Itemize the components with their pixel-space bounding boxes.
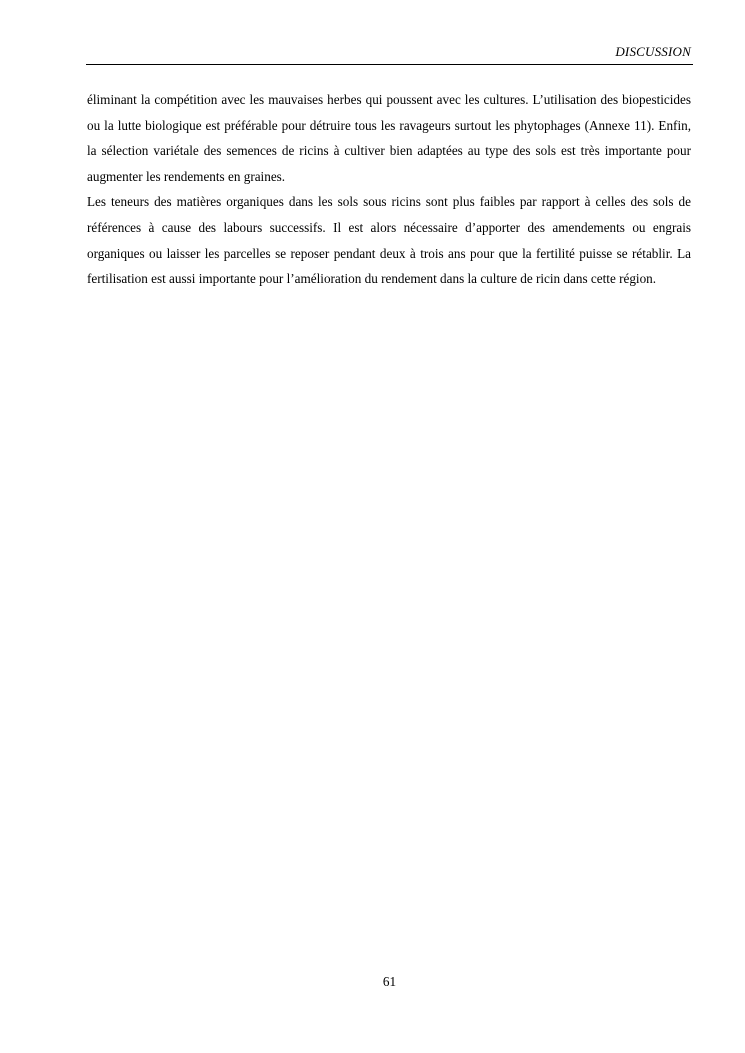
paragraph: éliminant la compétition avec les mauvaises herbes qui poussent avec les cultures. L’utilisation des biopesticides ou la lutte biologique est préférable pour détruire tous les ravageurs surtout les phytophages (Annexe 11). Enfin, la sélection variétale des semences de ricins à cultiver bien adaptées au type des sols est très importante pour augmenter les rendements en graines.	[87, 92, 691, 184]
page-number: 61	[382, 974, 397, 989]
page-header	[86, 42, 693, 65]
body-text	[87, 87, 691, 292]
paragraph: Les teneurs des matières organiques dans les sols sous ricins sont plus faibles par rapport à celles des sols de références à cause des labours successifs. Il est alors nécessaire d’apporter des amendements ou engrais organiques ou laisser les parcelles se reposer pendant deux à trois ans pour que la fertilité puisse se rétablir. La fertilisation est aussi importante pour l’amélioration du rendement dans la culture de ricin dans cette région.	[87, 194, 691, 287]
section-title: DISCUSSION	[615, 44, 691, 59]
